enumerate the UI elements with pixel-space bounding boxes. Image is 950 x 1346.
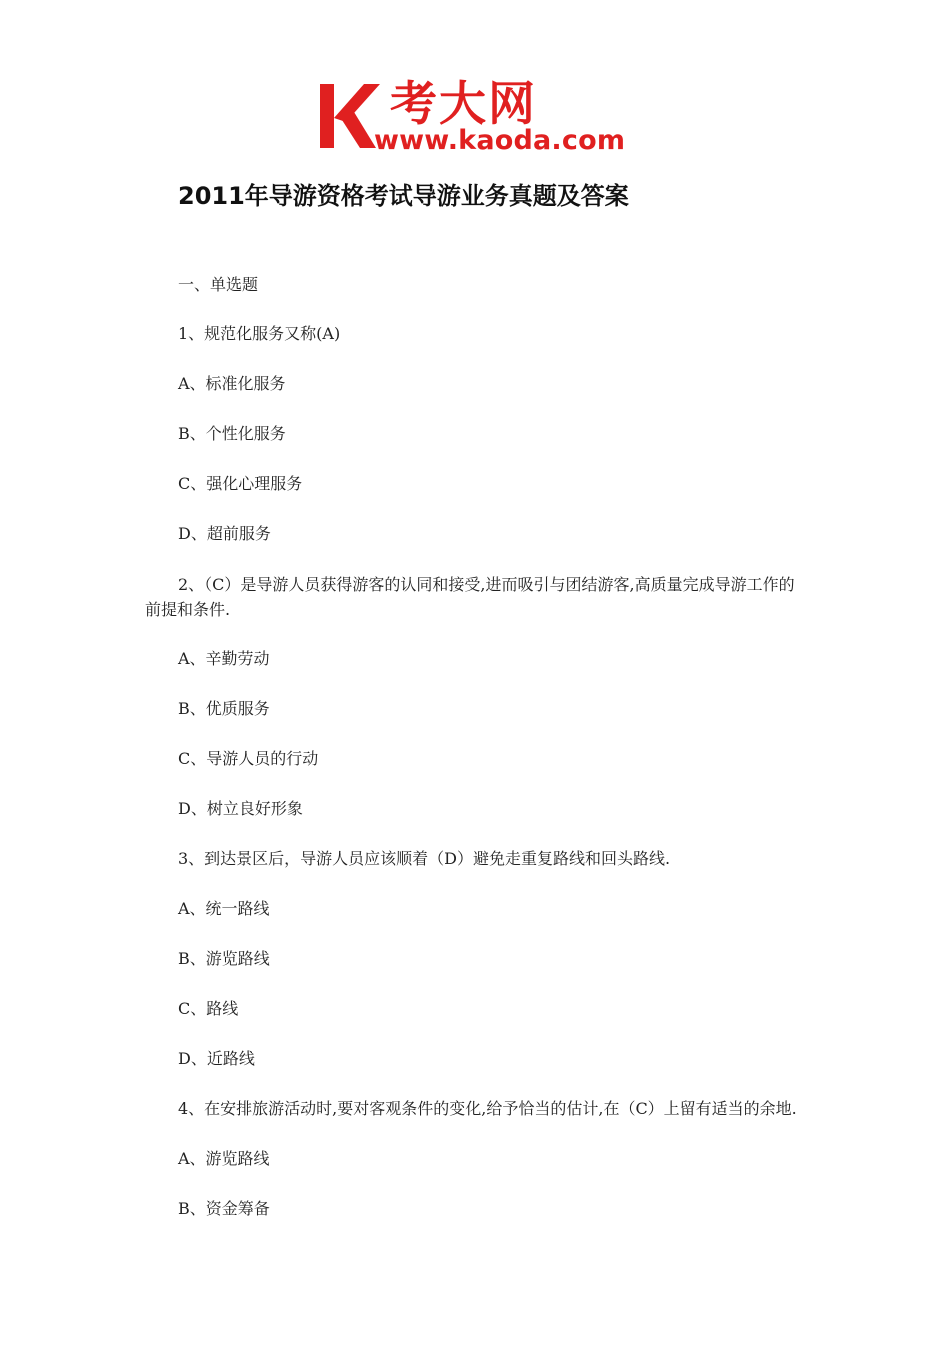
question-4-option-a: A、游览路线 — [178, 1149, 270, 1168]
logo-brand-text: 考大网 — [390, 77, 537, 132]
question-2-stem: 2、（C）是导游人员获得游客的认同和接受,进而吸引与团结游客,高质量完成导游工作的前提和条件. — [145, 575, 795, 619]
kaoda-logo — [318, 77, 640, 160]
question-3-option-c: C、路线 — [178, 999, 239, 1018]
question-1-option-d: D、超前服务 — [178, 524, 271, 543]
question-3-option-b: B、游览路线 — [178, 949, 270, 968]
question-2-option-b: B、优质服务 — [178, 699, 270, 718]
question-1-option-a: A、标准化服务 — [178, 374, 286, 393]
question-3-stem: 3、到达景区后，导游人员应该顺着（D）避免走重复路线和回头路线. — [178, 849, 671, 868]
section-heading: 一、单选题 — [178, 275, 259, 294]
question-1-stem: 1、规范化服务又称(A) — [178, 324, 341, 343]
question-4-stem: 4、在安排旅游活动时,要对客观条件的变化,给予恰当的估计,在（C）上留有适当的余地. — [178, 1099, 797, 1118]
question-2-option-c: C、导游人员的行动 — [178, 749, 319, 768]
question-3-option-a: A、统一路线 — [178, 899, 270, 918]
page-title: 2011年导游资格考试导游业务真题及答案 — [178, 182, 629, 210]
question-1-option-c: C、强化心理服务 — [178, 474, 303, 493]
logo-url-text: www.kaoda.com — [374, 125, 626, 156]
question-3-option-d: D、近路线 — [178, 1049, 255, 1068]
question-1-option-b: B、个性化服务 — [178, 424, 286, 443]
question-2-option-d: D、树立良好形象 — [178, 799, 303, 818]
question-2-option-a: A、辛勤劳动 — [178, 649, 270, 668]
question-4-option-b: B、资金筹备 — [178, 1199, 270, 1218]
